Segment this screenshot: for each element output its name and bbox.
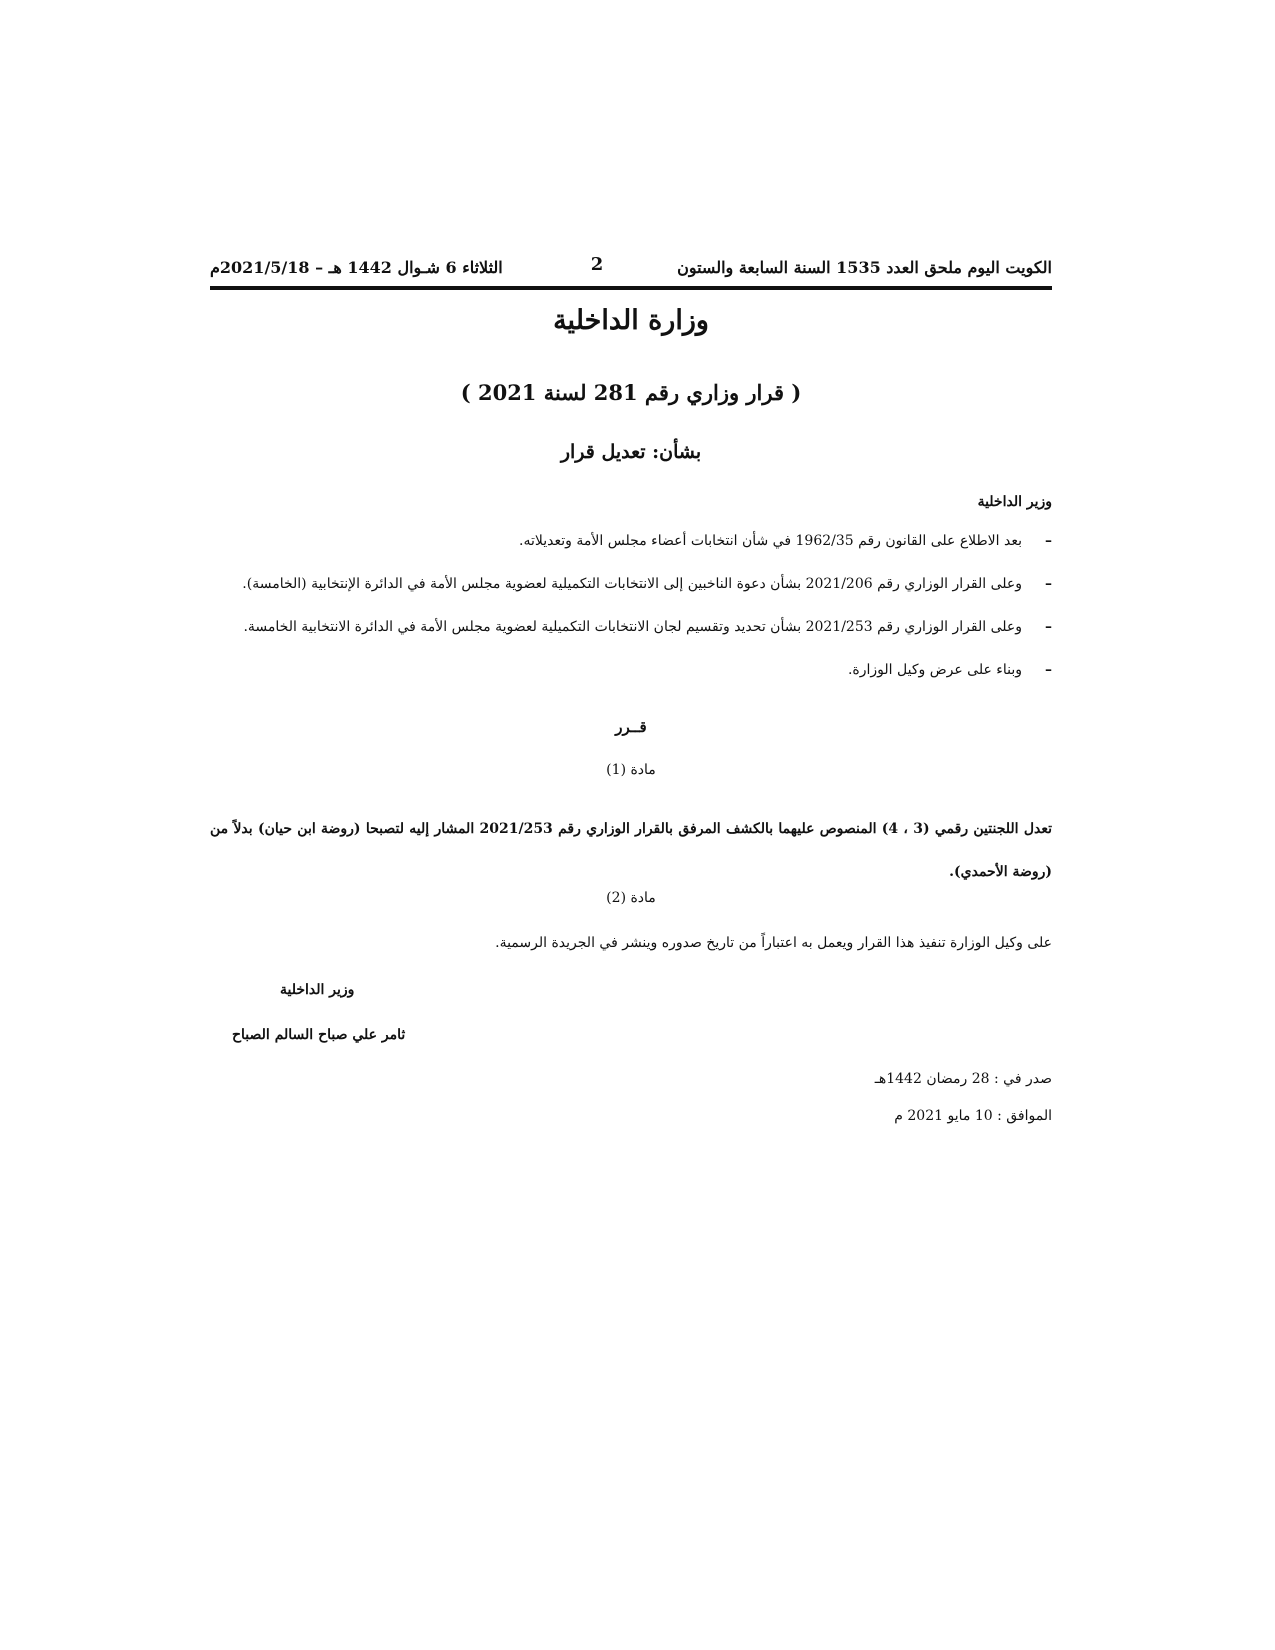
preamble-list [210,533,1052,705]
page-number: 2 [590,254,604,275]
running-header [210,252,1052,282]
bullet-dash-icon: – [1045,533,1052,549]
preamble-item [210,662,1052,705]
preamble-item [210,533,1052,576]
signature-name: ثامر علي صباح السالم الصباح [232,1027,406,1043]
preamble-text: وبناء على عرض وكيل الوزارة. [847,662,1022,678]
preamble-text: بعد الاطلاع على القانون رقم 1962/35 في شأن انتخابات أعضاء مجلس الأمة وتعديلاته. [519,533,1022,549]
preamble-text: وعلى القرار الوزاري رقم 2021/206 بشأن دعوة الناخبين إلى الانتخابات التكميلية لعضوية مجلس الأمة في الدائرة الإنتخابية (الخامسة). [242,576,1022,592]
publication-info: الكويت اليوم ملحق العدد 1535 السنة السابعة والستون [677,258,1052,277]
signature-title: وزير الداخلية [280,982,355,998]
article-2-text: على وكيل الوزارة تنفيذ هذا القرار ويعمل به اعتباراً من تاريخ صدوره وينشر في الجريدة الرسمية. [495,935,1052,951]
preamble-item [210,576,1052,619]
decided-label: قــرر [615,718,647,736]
decision-subject: بشأن: تعديل قرار [560,441,702,463]
article-1-text: تعدل اللجنتين رقمي (3 ، 4) المنصوص عليهما بالكشف المرفق بالقرار الوزاري رقم 2021/253 المشار إليه لتصبحا (روضة ابن حيان) بدلاً من (روضة الأحمدي). [210,821,1053,880]
bullet-dash-icon: – [1045,576,1052,592]
issued-date-gregorian: الموافق : 10 مايو 2021 م [894,1108,1052,1124]
article-1-heading: مادة (1) [606,762,656,778]
header-divider [210,286,1052,290]
issue-date: الثلاثاء 6 شـوال 1442 هـ – 2021/5/18م [210,258,503,277]
preamble-item [210,619,1052,662]
bullet-dash-icon: – [1045,619,1052,635]
preamble-text: وعلى القرار الوزاري رقم 2021/253 بشأن تحديد وتقسيم لجان الانتخابات التكميلية لعضوية مجلس الأمة في الدائرة الانتخابية الخامسة. [243,619,1022,635]
article-2-heading: مادة (2) [606,890,656,906]
ministry-title: وزارة الداخلية [553,305,709,336]
gazette-page [210,0,1052,1650]
issuer-line: وزير الداخلية [977,494,1052,510]
decision-title: ( قرار وزاري رقم 281 لسنة 2021 ) [460,380,802,405]
issued-date-hijri: صدر في : 28 رمضان 1442هـ [874,1071,1052,1087]
bullet-dash-icon: – [1045,662,1052,678]
